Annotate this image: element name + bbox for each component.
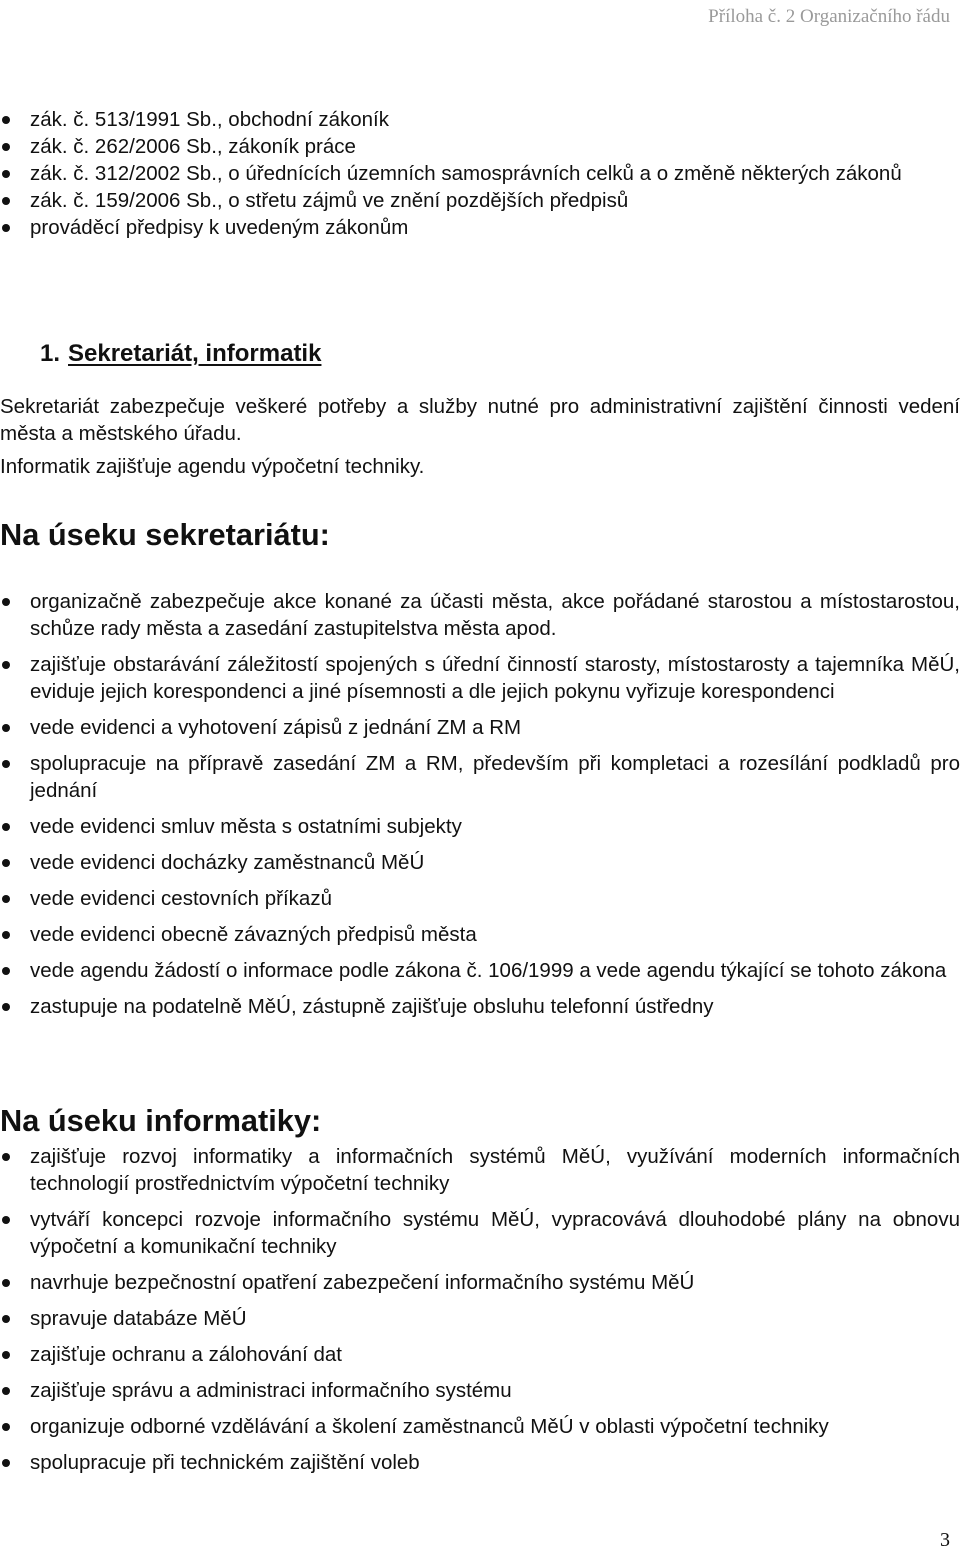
- list-item: zajišťuje rozvoj informatiky a informačních systémů MěÚ, využívání moderních informačních technologií prostřednictvím výpočetní techniky: [0, 1143, 960, 1197]
- secretariat-heading: Na úseku sekretariátu:: [0, 517, 330, 552]
- list-item: zastupuje na podatelně MěÚ, zástupně zajišťuje obsluhu telefonní ústředny: [0, 993, 960, 1020]
- list-item: zajišťuje obstarávání záležitostí spojených s úřední činností starosty, místostarosty a tajemníka MěÚ, eviduje jejich korespondenci a jiné písemnosti a dle jejich pokynu vyřizuje korespondenci: [0, 651, 960, 705]
- list-item: prováděcí předpisy k uvedeným zákonům: [0, 214, 960, 241]
- list-item: zák. č. 262/2006 Sb., zákoník práce: [0, 133, 960, 160]
- list-item: organizačně zabezpečuje akce konané za účasti města, akce pořádané starostou a místostarostou, schůze rady města a zasedání zastupitelstva města apod.: [0, 588, 960, 642]
- list-item: spolupracuje při technickém zajištění voleb: [0, 1449, 960, 1476]
- list-item: vede agendu žádostí o informace podle zákona č. 106/1999 a vede agendu týkající se tohoto zákona: [0, 957, 960, 984]
- list-item: vede evidenci docházky zaměstnanců MěÚ: [0, 849, 960, 876]
- laws-list-block: [0, 106, 960, 241]
- list-item: organizuje odborné vzdělávání a školení zaměstnanců MěÚ v oblasti výpočetní techniky: [0, 1413, 960, 1440]
- list-item: spravuje databáze MěÚ: [0, 1305, 960, 1332]
- list-item: navrhuje bezpečnostní opatření zabezpečení informačního systému MěÚ: [0, 1269, 960, 1296]
- list-item: spolupracuje na přípravě zasedání ZM a RM, především při kompletaci a rozesílání podkladů pro jednání: [0, 750, 960, 804]
- informatics-duties-list: [0, 1143, 960, 1476]
- document-header-note: Příloha č. 2 Organizačního řádu: [708, 6, 950, 27]
- secretariat-list-block: [0, 588, 960, 1029]
- list-item: vede evidenci cestovních příkazů: [0, 885, 960, 912]
- section-intro-paragraph: Sekretariát zabezpečuje veškeré potřeby a služby nutné pro administrativní zajištění činnosti vedení města a městského úřadu.: [0, 395, 960, 445]
- list-item: zák. č. 513/1991 Sb., obchodní zákoník: [0, 106, 960, 133]
- section-number: 1.: [40, 340, 61, 367]
- list-item: zajišťuje správu a administraci informačního systému: [0, 1377, 960, 1404]
- section-heading: [40, 340, 321, 367]
- list-item: zák. č. 312/2002 Sb., o úřednících územních samosprávních celků a o změně některých zákonů: [0, 160, 960, 187]
- page-number: 3: [940, 1529, 950, 1551]
- list-item: zajišťuje ochranu a zálohování dat: [0, 1341, 960, 1368]
- list-item: vede evidenci a vyhotovení zápisů z jednání ZM a RM: [0, 714, 960, 741]
- informatics-heading: Na úseku informatiky:: [0, 1103, 322, 1138]
- section-intro-paragraph-informatik: Informatik zajišťuje agendu výpočetní techniky.: [0, 455, 425, 478]
- list-item: vede evidenci obecně závazných předpisů města: [0, 921, 960, 948]
- list-item: vytváří koncepci rozvoje informačního systému MěÚ, vypracovává dlouhodobé plány na obnovu výpočetní a komunikační techniky: [0, 1206, 960, 1260]
- list-item: vede evidenci smluv města s ostatními subjekty: [0, 813, 960, 840]
- laws-list: [0, 106, 960, 241]
- list-item: zák. č. 159/2006 Sb., o střetu zájmů ve znění pozdějších předpisů: [0, 187, 960, 214]
- informatics-list-block: [0, 1143, 960, 1485]
- section-title: Sekretariát, informatik: [68, 340, 322, 367]
- secretariat-duties-list: [0, 588, 960, 1020]
